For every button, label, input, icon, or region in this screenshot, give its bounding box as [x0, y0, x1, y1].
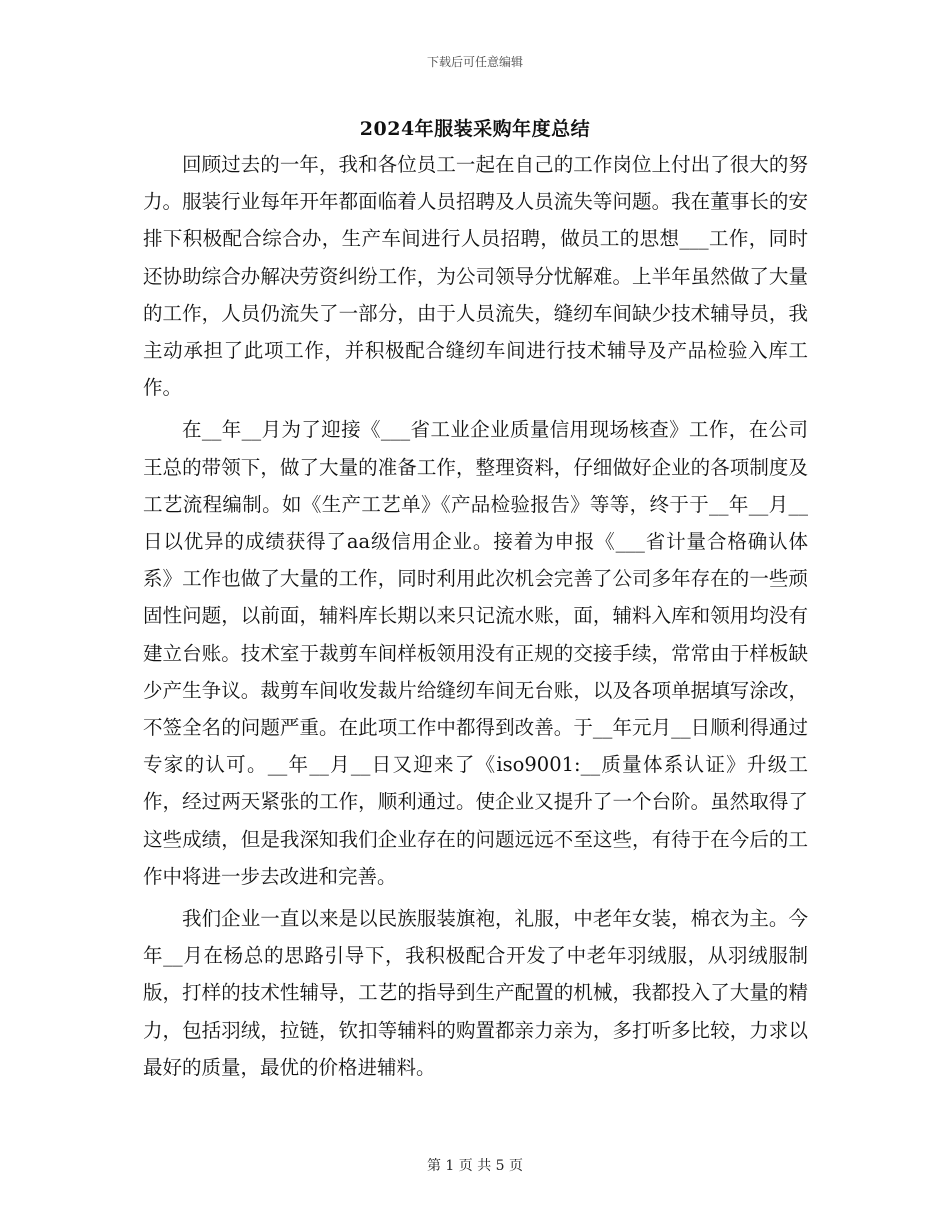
page-indicator: 第 1 页 共 5 页	[426, 1158, 524, 1174]
document-body	[143, 146, 808, 1091]
document-title: 2024年服装采购年度总结	[359, 118, 591, 140]
paragraph: 回顾过去的一年，我和各位员工一起在自己的工作岗位上付出了很大的努力。服装行业每年开年都面临着人员招聘及人员流失等问题。我在董事长的安排下积极配合综合办，生产车间进行人员招聘，做员工的思想___工作，同时还协助综合办解决劳资纠纷工作，为公司领导分忧解难。上半年虽然做了大量的工作，人员仍流失了一部分，由于人员流失，缝纫车间缺少技术辅导员，我主动承担了此项工作，并积极配合缝纫车间进行技术辅导及产品检验入库工作。	[143, 153, 808, 400]
paragraph: 我们企业一直以来是以民族服装旗袍，礼服，中老年女装，棉衣为主。今年__月在杨总的思路引导下，我积极配合开发了中老年羽绒服，从羽绒服制版，打样的技术性辅导，工艺的指导到生产配置的机械，我都投入了大量的精力，包括羽绒，拉链，钦扣等辅料的购置都亲力亲为，多打听多比较，力求以最好的质量，最优的价格进辅料。	[143, 907, 808, 1079]
header-note: 下载后可任意编辑	[426, 55, 523, 69]
paragraph: 在__年__月为了迎接《___省工业企业质量信用现场核查》工作，在公司王总的带领下，做了大量的准备工作，整理资料，仔细做好企业的各项制度及工艺流程编制。如《生产工艺单》《产品检验报告》等等，终于于__年__月__日以优异的成绩获得了aa级信用企业。接着为申报《___省计量合格确认体系》工作也做了大量的工作，同时利用此次机会完善了公司多年存在的一些顽固性问题，以前面，辅料库长期以来只记流水账，面，辅料入库和领用均没有建立台账。技术室于裁剪车间样板领用没有正规的交接手续，常常由于样板缺少产生争议。裁剪车间收发裁片给缝纫车间无台账，以及各项单据填写涂改，不签全名的问题严重。在此项工作中都得到改善。于__年元月__日顺利得通过专家的认可。__年__月__日又迎来了《iso9001:__质量体系认证》升级工作，经过两天紧张的工作，顺利通过。使企业又提升了一个台阶。虽然取得了这些成绩，但是我深知我们企业存在的问题远远不至这些，有待于在今后的工作中将进一步去改进和完善。	[143, 418, 808, 888]
